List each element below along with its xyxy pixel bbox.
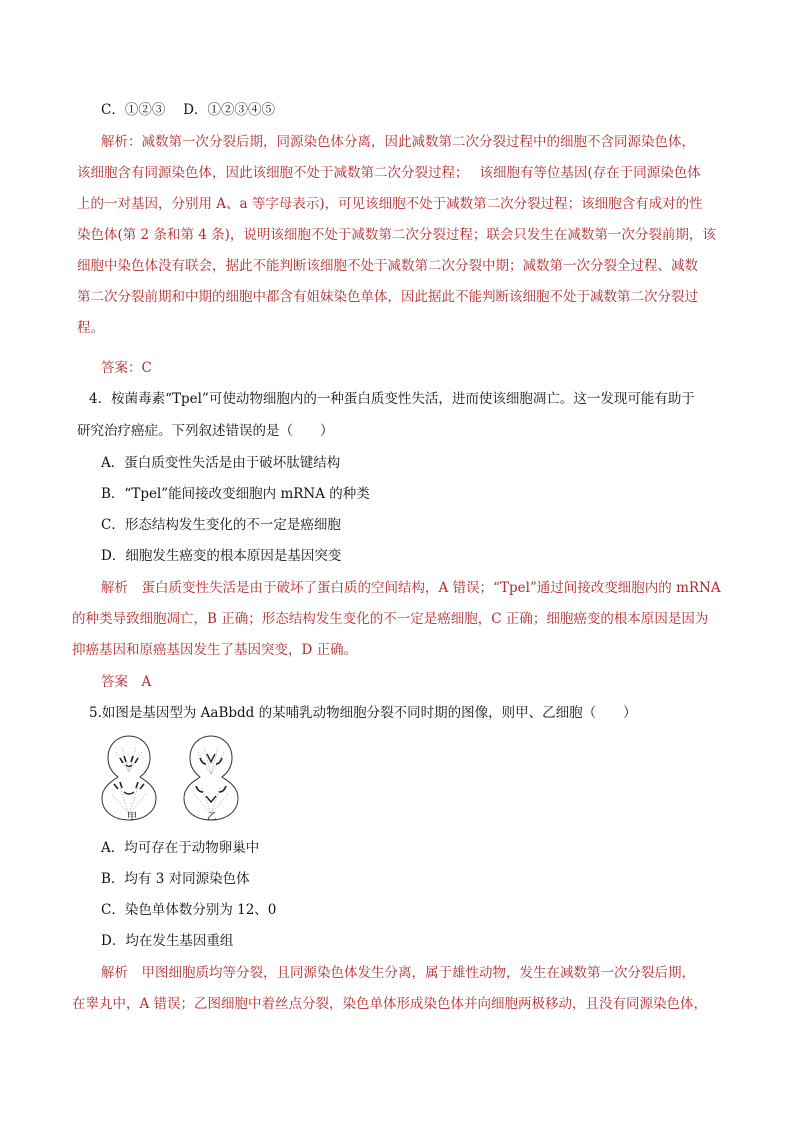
q3-analysis-line-2: 该细胞含有同源染色体，因此该细胞不处于减数第二次分裂过程； 该细胞有等位基因(存在于同源染色体 (77, 165, 701, 181)
q4-stem-line-1: 4．桉菌毒素“Tpel”可使动物细胞内的一种蛋白质变性失活，进而使该细胞凋亡。这一发现可能有助于 (89, 391, 695, 407)
q3-options-cd: C．①②③ D．①②③④⑤ (101, 102, 275, 118)
q5-stem: 5.如图是基因型为 AaBbdd 的某哺乳动物细胞分裂不同时期的图像，则甲、乙细胞（ ） (89, 705, 637, 721)
q5-analysis-line-1: 解析 甲图细胞质均等分裂，且同源染色体发生分离，属于雄性动物，发生在减数第一次分裂后期， (101, 965, 695, 981)
q3-analysis-line-6: 第二次分裂前期和中期的细胞中都含有姐妹染色单体，因此据此不能判断该细胞不处于减数第二次分裂过 (77, 289, 698, 305)
cell-yi-drawing (184, 736, 238, 820)
q4-option-a: A．蛋白质变性失活是由于破坏肽键结构 (101, 455, 341, 471)
q3-analysis-line-4: 染色体(第 2 条和第 4 条)，说明该细胞不处于减数第二次分裂过程；联会只发生在减数第一次分裂前期，该 (77, 227, 716, 243)
q3-answer: 答案：C (101, 360, 152, 376)
q3-analysis-line-5: 细胞中染色体没有联会，据此不能判断该细胞不处于减数第二次分裂中期；减数第一次分裂全过程、减数 (77, 258, 698, 274)
q5-option-b: B．均有 3 对同源染色体 (101, 871, 250, 887)
q5-option-d: D．均在发生基因重组 (101, 933, 234, 949)
q4-option-b: B．“Tpel”能间接改变细胞内 mRNA 的种类 (101, 486, 370, 502)
q3-analysis-line-3: 上的一对基因，分别用 A、a 等字母表示)，可见该细胞不处于减数第二次分裂过程；该细胞含有成对的性 (77, 196, 703, 212)
q5-option-a: A．均可存在于动物卵巢中 (101, 840, 260, 856)
q4-option-c: C．形态结构发生变化的不一定是癌细胞 (101, 517, 341, 533)
cell-division-figure (100, 734, 250, 826)
q3-analysis-line-1: 解析：减数第一次分裂后期，同源染色体分离，因此减数第二次分裂过程中的细胞不含同源染色体， (101, 134, 695, 150)
q4-stem-line-2: 研究治疗癌症。下列叙述错误的是（ ） (77, 423, 334, 439)
q5-option-c: C．染色单体数分别为 12、0 (101, 902, 277, 918)
q4-option-d: D．细胞发生癌变的根本原因是基因突变 (101, 548, 342, 564)
q4-analysis-line-1: 解析 蛋白质变性失活是由于破坏了蛋白质的空间结构，A 错误；“Tpel”通过间接改变细胞内的 mRNA (101, 580, 721, 596)
q4-analysis-line-3: 抑癌基因和原癌基因发生了基因突变，D 正确。 (72, 642, 358, 658)
figure-label-yi: 乙 (207, 812, 217, 823)
q4-analysis-line-2: 的种类导致细胞凋亡，B 正确；形态结构发生变化的不一定是癌细胞，C 正确；细胞癌变的根本原因是因为 (72, 611, 709, 627)
cell-jia-drawing (102, 736, 156, 820)
q4-answer: 答案 A (101, 674, 152, 690)
figure-label-jia: 甲 (127, 812, 137, 823)
q3-analysis-line-7: 程。 (77, 320, 104, 336)
q5-analysis-line-2: 在睾丸中，A 错误；乙图细胞中着丝点分裂，染色单体形成染色体并向细胞两极移动，且没有同源染色体， (72, 996, 708, 1012)
